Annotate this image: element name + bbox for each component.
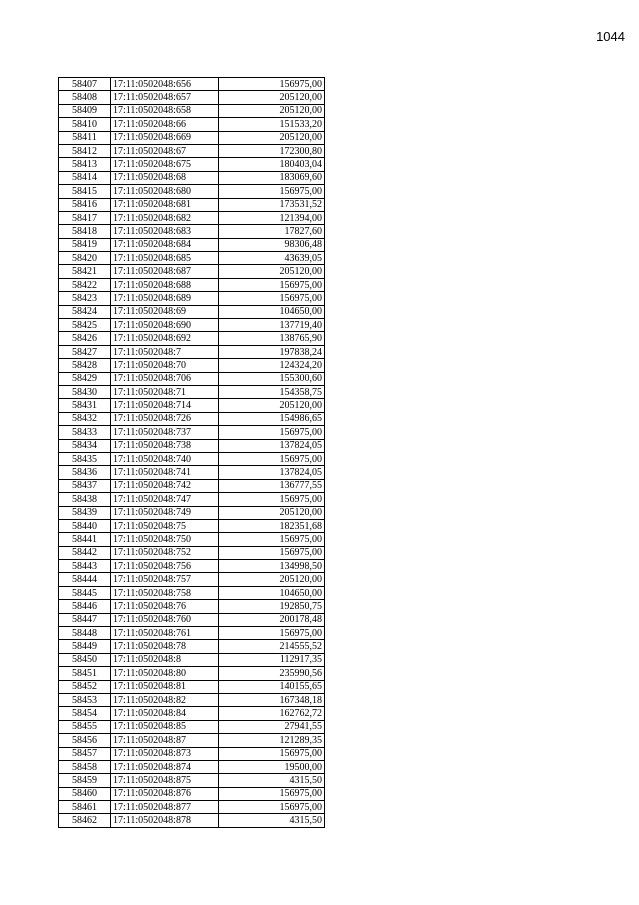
value-cell: 156975,00 <box>219 278 325 291</box>
value-cell: 205120,00 <box>219 104 325 117</box>
row-number-cell: 58458 <box>59 760 111 773</box>
data-table <box>58 77 325 828</box>
row-number-cell: 58460 <box>59 787 111 800</box>
row-number-cell: 58444 <box>59 573 111 586</box>
row-number-cell: 58461 <box>59 801 111 814</box>
value-cell: 156975,00 <box>219 801 325 814</box>
value-cell: 104650,00 <box>219 586 325 599</box>
table-row <box>59 372 325 385</box>
value-cell: 156975,00 <box>219 493 325 506</box>
cadastral-number-cell: 17:11:0502048:878 <box>111 814 219 827</box>
cadastral-number-cell: 17:11:0502048:747 <box>111 493 219 506</box>
value-cell: 156975,00 <box>219 787 325 800</box>
table-row <box>59 707 325 720</box>
cadastral-number-cell: 17:11:0502048:75 <box>111 519 219 532</box>
table-row <box>59 238 325 251</box>
table-row <box>59 345 325 358</box>
value-cell: 214555,52 <box>219 640 325 653</box>
table-row <box>59 693 325 706</box>
cadastral-number-cell: 17:11:0502048:81 <box>111 680 219 693</box>
cadastral-number-cell: 17:11:0502048:706 <box>111 372 219 385</box>
row-number-cell: 58454 <box>59 707 111 720</box>
row-number-cell: 58442 <box>59 546 111 559</box>
row-number-cell: 58432 <box>59 412 111 425</box>
table-row <box>59 104 325 117</box>
table-row <box>59 211 325 224</box>
row-number-cell: 58431 <box>59 399 111 412</box>
table-row <box>59 680 325 693</box>
value-cell: 112917,35 <box>219 653 325 666</box>
cadastral-number-cell: 17:11:0502048:657 <box>111 91 219 104</box>
table-row <box>59 466 325 479</box>
row-number-cell: 58428 <box>59 359 111 372</box>
table-row <box>59 774 325 787</box>
table-row <box>59 627 325 640</box>
cadastral-number-cell: 17:11:0502048:757 <box>111 573 219 586</box>
value-cell: 98306,48 <box>219 238 325 251</box>
cadastral-number-cell: 17:11:0502048:656 <box>111 78 219 91</box>
value-cell: 136777,55 <box>219 479 325 492</box>
row-number-cell: 58409 <box>59 104 111 117</box>
table-row <box>59 399 325 412</box>
row-number-cell: 58434 <box>59 439 111 452</box>
table-row <box>59 171 325 184</box>
table-row <box>59 278 325 291</box>
value-cell: 151533,20 <box>219 118 325 131</box>
table-row <box>59 412 325 425</box>
value-cell: 140155,65 <box>219 680 325 693</box>
value-cell: 156975,00 <box>219 452 325 465</box>
cadastral-number-cell: 17:11:0502048:714 <box>111 399 219 412</box>
table-row <box>59 479 325 492</box>
cadastral-number-cell: 17:11:0502048:742 <box>111 479 219 492</box>
table-row <box>59 332 325 345</box>
cadastral-number-cell: 17:11:0502048:688 <box>111 278 219 291</box>
table-row <box>59 78 325 91</box>
cadastral-number-cell: 17:11:0502048:82 <box>111 693 219 706</box>
cadastral-number-cell: 17:11:0502048:7 <box>111 345 219 358</box>
cadastral-number-cell: 17:11:0502048:692 <box>111 332 219 345</box>
value-cell: 156975,00 <box>219 78 325 91</box>
cadastral-number-cell: 17:11:0502048:749 <box>111 506 219 519</box>
row-number-cell: 58415 <box>59 185 111 198</box>
value-cell: 154986,65 <box>219 412 325 425</box>
value-cell: 138765,90 <box>219 332 325 345</box>
page-number: 1044 <box>596 29 625 44</box>
cadastral-number-cell: 17:11:0502048:87 <box>111 734 219 747</box>
value-cell: 104650,00 <box>219 305 325 318</box>
value-cell: 235990,56 <box>219 667 325 680</box>
row-number-cell: 58443 <box>59 560 111 573</box>
cadastral-number-cell: 17:11:0502048:68 <box>111 171 219 184</box>
value-cell: 19500,00 <box>219 760 325 773</box>
table-row <box>59 305 325 318</box>
row-number-cell: 58416 <box>59 198 111 211</box>
value-cell: 156975,00 <box>219 292 325 305</box>
row-number-cell: 58435 <box>59 452 111 465</box>
row-number-cell: 58421 <box>59 265 111 278</box>
cadastral-number-cell: 17:11:0502048:738 <box>111 439 219 452</box>
value-cell: 156975,00 <box>219 533 325 546</box>
cadastral-number-cell: 17:11:0502048:71 <box>111 385 219 398</box>
cadastral-number-cell: 17:11:0502048:740 <box>111 452 219 465</box>
value-cell: 162762,72 <box>219 707 325 720</box>
cadastral-number-cell: 17:11:0502048:76 <box>111 600 219 613</box>
row-number-cell: 58451 <box>59 667 111 680</box>
row-number-cell: 58413 <box>59 158 111 171</box>
value-cell: 156975,00 <box>219 185 325 198</box>
table-row <box>59 600 325 613</box>
table-row <box>59 144 325 157</box>
value-cell: 156975,00 <box>219 426 325 439</box>
row-number-cell: 58414 <box>59 171 111 184</box>
row-number-cell: 58448 <box>59 627 111 640</box>
table-row <box>59 265 325 278</box>
table-row <box>59 560 325 573</box>
cadastral-number-cell: 17:11:0502048:682 <box>111 211 219 224</box>
value-cell: 182351,68 <box>219 519 325 532</box>
row-number-cell: 58459 <box>59 774 111 787</box>
value-cell: 155300,60 <box>219 372 325 385</box>
row-number-cell: 58457 <box>59 747 111 760</box>
cadastral-number-cell: 17:11:0502048:758 <box>111 586 219 599</box>
cadastral-number-cell: 17:11:0502048:685 <box>111 252 219 265</box>
table-row <box>59 91 325 104</box>
value-cell: 197838,24 <box>219 345 325 358</box>
cadastral-number-cell: 17:11:0502048:658 <box>111 104 219 117</box>
row-number-cell: 58433 <box>59 426 111 439</box>
value-cell: 205120,00 <box>219 91 325 104</box>
row-number-cell: 58407 <box>59 78 111 91</box>
cadastral-number-cell: 17:11:0502048:78 <box>111 640 219 653</box>
cadastral-number-cell: 17:11:0502048:675 <box>111 158 219 171</box>
row-number-cell: 58420 <box>59 252 111 265</box>
cadastral-number-cell: 17:11:0502048:750 <box>111 533 219 546</box>
value-cell: 124324,20 <box>219 359 325 372</box>
cadastral-number-cell: 17:11:0502048:84 <box>111 707 219 720</box>
cadastral-number-cell: 17:11:0502048:669 <box>111 131 219 144</box>
table-row <box>59 573 325 586</box>
cadastral-number-cell: 17:11:0502048:689 <box>111 292 219 305</box>
row-number-cell: 58410 <box>59 118 111 131</box>
table-row <box>59 131 325 144</box>
row-number-cell: 58436 <box>59 466 111 479</box>
value-cell: 137719,40 <box>219 319 325 332</box>
table-row <box>59 198 325 211</box>
row-number-cell: 58430 <box>59 385 111 398</box>
row-number-cell: 58441 <box>59 533 111 546</box>
cadastral-number-cell: 17:11:0502048:687 <box>111 265 219 278</box>
value-cell: 205120,00 <box>219 573 325 586</box>
cadastral-number-cell: 17:11:0502048:66 <box>111 118 219 131</box>
row-number-cell: 58453 <box>59 693 111 706</box>
cadastral-number-cell: 17:11:0502048:737 <box>111 426 219 439</box>
table-row <box>59 720 325 733</box>
table-row <box>59 292 325 305</box>
cadastral-number-cell: 17:11:0502048:726 <box>111 412 219 425</box>
value-cell: 4315,50 <box>219 774 325 787</box>
table-row <box>59 185 325 198</box>
table-row <box>59 519 325 532</box>
cadastral-number-cell: 17:11:0502048:875 <box>111 774 219 787</box>
table-row <box>59 653 325 666</box>
cadastral-number-cell: 17:11:0502048:684 <box>111 238 219 251</box>
value-cell: 27941,55 <box>219 720 325 733</box>
value-cell: 200178,48 <box>219 613 325 626</box>
table-row <box>59 452 325 465</box>
table-row <box>59 225 325 238</box>
value-cell: 205120,00 <box>219 399 325 412</box>
row-number-cell: 58411 <box>59 131 111 144</box>
table-row <box>59 613 325 626</box>
row-number-cell: 58424 <box>59 305 111 318</box>
table-row <box>59 118 325 131</box>
table-row <box>59 319 325 332</box>
cadastral-number-cell: 17:11:0502048:680 <box>111 185 219 198</box>
table-row <box>59 814 325 827</box>
cadastral-number-cell: 17:11:0502048:681 <box>111 198 219 211</box>
value-cell: 205120,00 <box>219 265 325 278</box>
row-number-cell: 58440 <box>59 519 111 532</box>
row-number-cell: 58455 <box>59 720 111 733</box>
row-number-cell: 58450 <box>59 653 111 666</box>
row-number-cell: 58456 <box>59 734 111 747</box>
row-number-cell: 58427 <box>59 345 111 358</box>
cadastral-number-cell: 17:11:0502048:85 <box>111 720 219 733</box>
cadastral-number-cell: 17:11:0502048:80 <box>111 667 219 680</box>
value-cell: 172300,80 <box>219 144 325 157</box>
table-row <box>59 734 325 747</box>
cadastral-number-cell: 17:11:0502048:756 <box>111 560 219 573</box>
table-body <box>59 78 325 828</box>
row-number-cell: 58417 <box>59 211 111 224</box>
cadastral-number-cell: 17:11:0502048:70 <box>111 359 219 372</box>
cadastral-number-cell: 17:11:0502048:683 <box>111 225 219 238</box>
cadastral-number-cell: 17:11:0502048:876 <box>111 787 219 800</box>
row-number-cell: 58408 <box>59 91 111 104</box>
cadastral-number-cell: 17:11:0502048:67 <box>111 144 219 157</box>
table-row <box>59 787 325 800</box>
table-row <box>59 546 325 559</box>
row-number-cell: 58422 <box>59 278 111 291</box>
value-cell: 167348,18 <box>219 693 325 706</box>
value-cell: 121289,35 <box>219 734 325 747</box>
table-row <box>59 801 325 814</box>
cadastral-number-cell: 17:11:0502048:69 <box>111 305 219 318</box>
table-row <box>59 252 325 265</box>
row-number-cell: 58426 <box>59 332 111 345</box>
row-number-cell: 58447 <box>59 613 111 626</box>
table-row <box>59 747 325 760</box>
value-cell: 134998,50 <box>219 560 325 573</box>
cadastral-number-cell: 17:11:0502048:8 <box>111 653 219 666</box>
cadastral-number-cell: 17:11:0502048:690 <box>111 319 219 332</box>
table-row <box>59 533 325 546</box>
table-row <box>59 439 325 452</box>
value-cell: 154358,75 <box>219 385 325 398</box>
table-row <box>59 586 325 599</box>
value-cell: 137824,05 <box>219 466 325 479</box>
value-cell: 183069,60 <box>219 171 325 184</box>
table-row <box>59 158 325 171</box>
cadastral-number-cell: 17:11:0502048:741 <box>111 466 219 479</box>
row-number-cell: 58445 <box>59 586 111 599</box>
row-number-cell: 58449 <box>59 640 111 653</box>
value-cell: 17827,60 <box>219 225 325 238</box>
cadastral-number-cell: 17:11:0502048:752 <box>111 546 219 559</box>
table-row <box>59 640 325 653</box>
value-cell: 156975,00 <box>219 627 325 640</box>
row-number-cell: 58452 <box>59 680 111 693</box>
cadastral-number-cell: 17:11:0502048:760 <box>111 613 219 626</box>
value-cell: 43639,05 <box>219 252 325 265</box>
table-row <box>59 359 325 372</box>
row-number-cell: 58462 <box>59 814 111 827</box>
row-number-cell: 58419 <box>59 238 111 251</box>
cadastral-number-cell: 17:11:0502048:877 <box>111 801 219 814</box>
row-number-cell: 58412 <box>59 144 111 157</box>
row-number-cell: 58418 <box>59 225 111 238</box>
value-cell: 137824,05 <box>219 439 325 452</box>
table-row <box>59 667 325 680</box>
row-number-cell: 58438 <box>59 493 111 506</box>
cadastral-number-cell: 17:11:0502048:874 <box>111 760 219 773</box>
value-cell: 156975,00 <box>219 546 325 559</box>
cadastral-number-cell: 17:11:0502048:873 <box>111 747 219 760</box>
value-cell: 205120,00 <box>219 506 325 519</box>
value-cell: 4315,50 <box>219 814 325 827</box>
row-number-cell: 58429 <box>59 372 111 385</box>
table-row <box>59 493 325 506</box>
value-cell: 205120,00 <box>219 131 325 144</box>
cadastral-number-cell: 17:11:0502048:761 <box>111 627 219 640</box>
table-row <box>59 385 325 398</box>
value-cell: 156975,00 <box>219 747 325 760</box>
row-number-cell: 58425 <box>59 319 111 332</box>
row-number-cell: 58446 <box>59 600 111 613</box>
row-number-cell: 58439 <box>59 506 111 519</box>
row-number-cell: 58437 <box>59 479 111 492</box>
value-cell: 192850,75 <box>219 600 325 613</box>
table-row <box>59 426 325 439</box>
table-row <box>59 760 325 773</box>
value-cell: 180403,04 <box>219 158 325 171</box>
value-cell: 121394,00 <box>219 211 325 224</box>
table-row <box>59 506 325 519</box>
value-cell: 173531,52 <box>219 198 325 211</box>
row-number-cell: 58423 <box>59 292 111 305</box>
